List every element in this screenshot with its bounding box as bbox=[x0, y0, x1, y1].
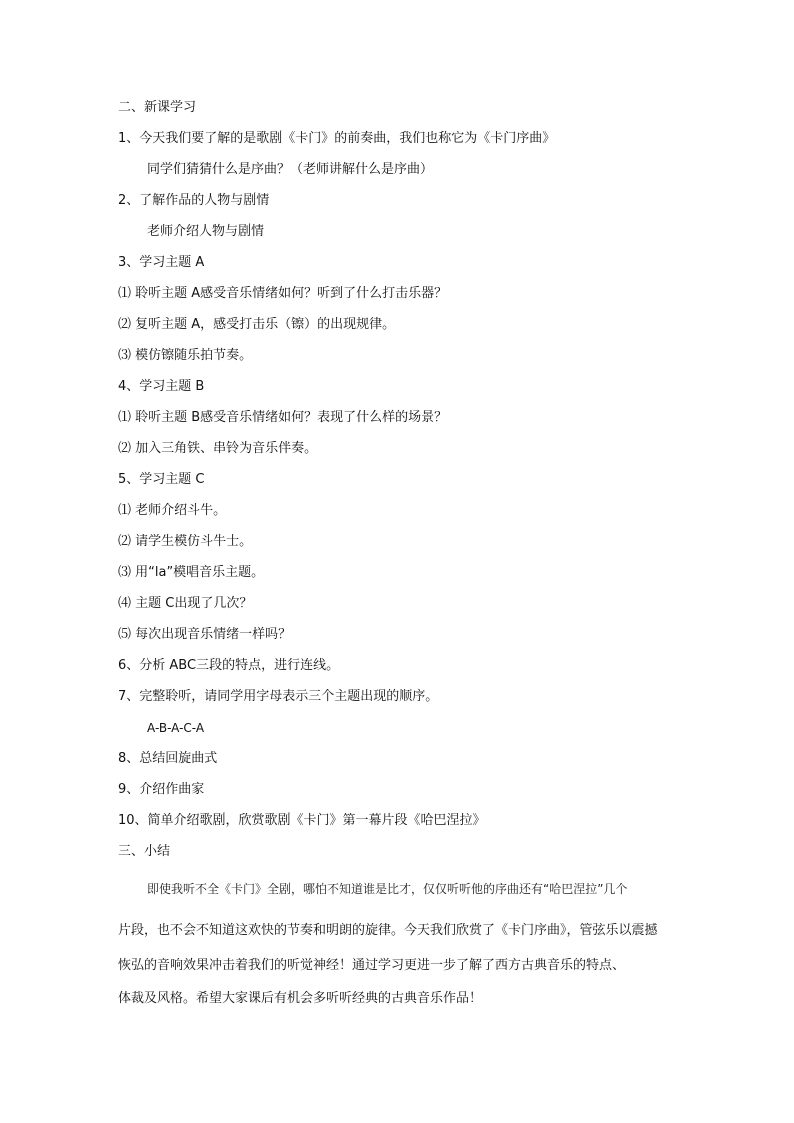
item-3-sub-2: ⑵ 复听主题 A，感受打击乐（镲）的出现规律。 bbox=[118, 317, 396, 332]
item-8: 8、总结回旋曲式 bbox=[118, 751, 218, 766]
section-heading-summary: 三、小结 bbox=[118, 844, 171, 859]
item-7: 7、完整聆听，请同学用字母表示三个主题出现的顺序。 bbox=[118, 689, 439, 704]
summary-line-1: 即使我听不全《卡门》全剧，哪怕不知道谁是比才，仅仅听听他的序曲还有“哈巴涅拉”几个 bbox=[147, 882, 628, 896]
item-9: 9、介绍作曲家 bbox=[118, 782, 205, 797]
item-1-detail: 同学们猜猜什么是序曲？（老师讲解什么是序曲） bbox=[147, 162, 434, 177]
item-3: 3、学习主题 A bbox=[118, 255, 205, 270]
item-1: 1、今天我们要了解的是歌剧《卡门》的前奏曲，我们也称它为《卡门序曲》 bbox=[118, 131, 556, 146]
item-5: 5、学习主题 C bbox=[118, 472, 205, 487]
item-4-sub-1: ⑴ 聆听主题 B感受音乐情绪如何？表现了什么样的场景？ bbox=[118, 410, 448, 425]
item-3-sub-1: ⑴ 聆听主题 A感受音乐情绪如何？听到了什么打击乐器？ bbox=[118, 286, 448, 301]
item-5-sub-3: ⑶ 用“la”模唱音乐主题。 bbox=[118, 565, 265, 580]
summary-line-4: 体裁及风格。希望大家课后有机会多听听经典的古典音乐作品！ bbox=[118, 991, 483, 1006]
item-2-detail: 老师介绍人物与剧情 bbox=[147, 224, 265, 239]
item-3-sub-3: ⑶ 模仿镲随乐拍节奏。 bbox=[118, 348, 253, 363]
item-5-sub-2: ⑵ 请学生模仿斗牛士。 bbox=[118, 534, 253, 549]
item-5-sub-4: ⑷ 主题 C出现了几次？ bbox=[118, 596, 253, 611]
item-7-order: A-B-A-C-A bbox=[147, 721, 205, 735]
item-10: 10、简单介绍歌剧，欣赏歌剧《卡门》第一幕片段《哈巴涅拉》 bbox=[118, 813, 486, 828]
item-5-sub-5: ⑸ 每次出现音乐情绪一样吗？ bbox=[118, 627, 292, 642]
item-5-sub-1: ⑴ 老师介绍斗牛。 bbox=[118, 503, 227, 518]
item-2: 2、了解作品的人物与剧情 bbox=[118, 193, 270, 208]
item-6: 6、分析 ABC三段的特点，进行连线。 bbox=[118, 658, 340, 673]
item-4: 4、学习主题 B bbox=[118, 379, 205, 394]
item-4-sub-2: ⑵ 加入三角铁、串铃为音乐伴奏。 bbox=[118, 441, 318, 456]
summary-line-2: 片段，也不会不知道这欢快的节奏和明朗的旋律。今天我们欣赏了《卡门序曲》，管弦乐以震撼 bbox=[118, 923, 658, 938]
section-heading-new-lesson: 二、新课学习 bbox=[118, 100, 197, 115]
summary-line-3: 恢弘的音响效果冲击着我们的听觉神经！通过学习更进一步了解了西方古典音乐的特点、 bbox=[118, 958, 626, 973]
